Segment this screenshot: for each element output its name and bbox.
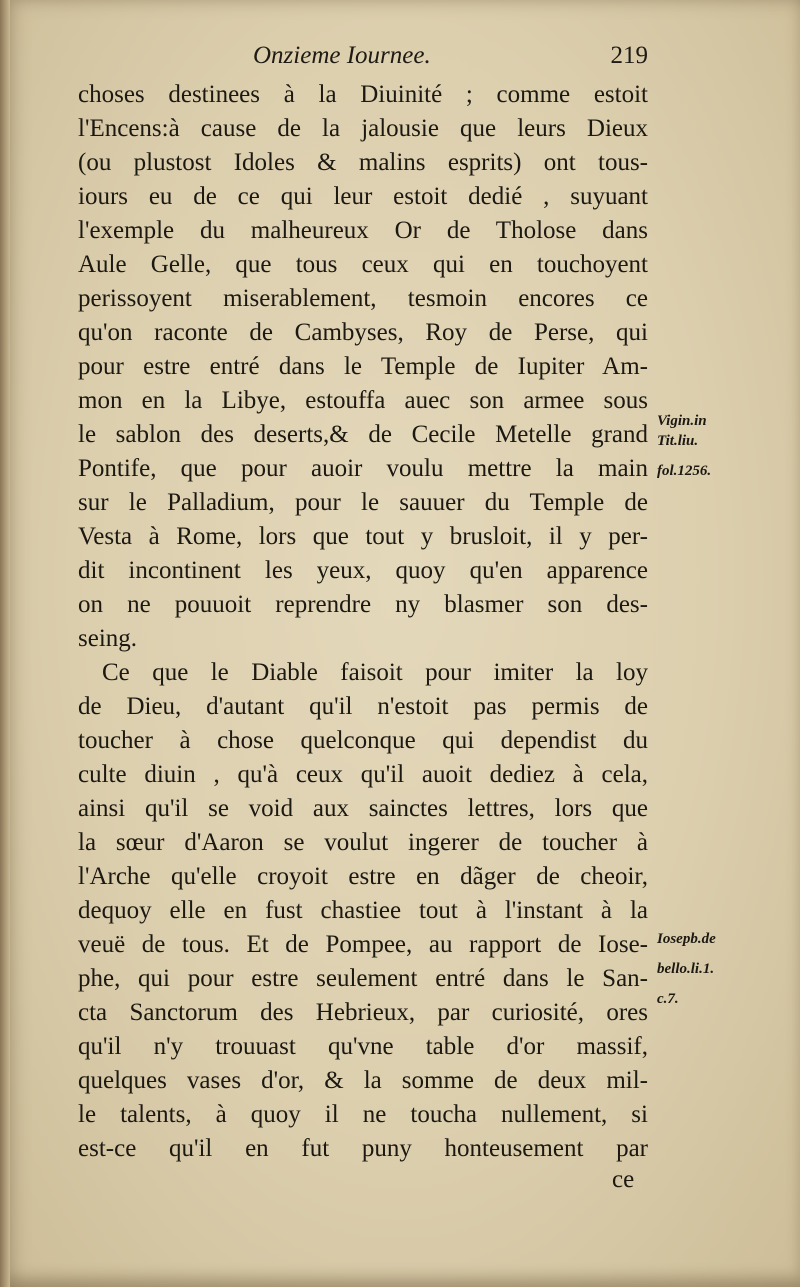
text-line: l'exemple du malheureux Or de Tholose dans bbox=[78, 217, 648, 244]
margin-note-line: Iosepb.de bbox=[657, 931, 716, 947]
text-line: Vesta à Rome, lors que tout y brusloit, il y per- bbox=[78, 523, 648, 550]
margin-note-line: bello.li.1. bbox=[657, 961, 715, 977]
text-line: choses destinees à la Diuinité ; comme estoit bbox=[78, 81, 648, 108]
text-line: ainsi qu'il se void aux sainctes lettres, lors que bbox=[78, 795, 648, 822]
text-line: qu'on raconte de Cambyses, Roy de Perse, qui bbox=[78, 319, 648, 346]
text-line: (ou plustost Idoles & malins esprits) ont tous- bbox=[78, 149, 648, 176]
margin-note-line: Tit.liu. bbox=[657, 433, 699, 449]
text-line: sur le Palladium, pour le sauuer du Temple de bbox=[78, 489, 648, 516]
text-line: dit incontinent les yeux, quoy qu'en apparence bbox=[78, 557, 648, 584]
text-line: phe, qui pour estre seulement entré dans le San- bbox=[78, 965, 648, 992]
text-line: la sœur d'Aaron se voulut ingerer de toucher à bbox=[78, 829, 648, 856]
text-line: le talents, à quoy il ne toucha nullement, si bbox=[78, 1101, 648, 1128]
text-line: l'Encens:à cause de la jalousie que leurs Dieux bbox=[78, 115, 648, 142]
catchword: ce bbox=[612, 1166, 635, 1193]
margin-note-line: fol.1256. bbox=[657, 463, 712, 479]
running-title: Onzieme Iournee. bbox=[253, 42, 431, 69]
page-header bbox=[78, 42, 648, 82]
paragraph-start-line: Ce que le Diable faisoit pour imiter la loy bbox=[102, 659, 648, 686]
text-line: pour estre entré dans le Temple de Iupiter Am- bbox=[78, 353, 648, 380]
page-gutter bbox=[0, 0, 10, 1287]
text-line: seing. bbox=[78, 625, 138, 652]
text-line: veuë de tous. Et de Pompee, au rapport de Iose- bbox=[78, 931, 648, 958]
text-line: perissoyent miserablement, tesmoin encores ce bbox=[78, 285, 648, 312]
text-line: est-ce qu'il en fut puny honteusement par bbox=[78, 1135, 648, 1162]
text-line: on ne pouuoit reprendre ny blasmer son des- bbox=[78, 591, 648, 618]
text-line: iours eu de ce qui leur estoit dedié , suyuant bbox=[78, 183, 648, 210]
text-line: le sablon des deserts,& de Cecile Metelle grand bbox=[78, 421, 648, 448]
text-line: l'Arche qu'elle croyoit estre en dãger de cheoir, bbox=[78, 863, 648, 890]
text-line: qu'il n'y trouuast qu'vne table d'or massif, bbox=[78, 1033, 648, 1060]
text-line: Aule Gelle, que tous ceux qui en touchoyent bbox=[78, 251, 648, 278]
text-line: de Dieu, d'autant qu'il n'estoit pas permis de bbox=[78, 693, 648, 720]
text-line: quelques vases d'or, & la somme de deux mil- bbox=[78, 1067, 648, 1094]
text-line: toucher à chose quelconque qui dependist du bbox=[78, 727, 648, 754]
text-line: Pontife, que pour auoir voulu mettre la main bbox=[78, 455, 648, 482]
text-line: mon en la Libye, estouffa auec son armee sous bbox=[78, 387, 648, 414]
margin-note-line: c.7. bbox=[657, 991, 679, 1007]
text-line: cta Sanctorum des Hebrieux, par curiosité, ores bbox=[78, 999, 648, 1026]
page-number: 219 bbox=[610, 42, 648, 69]
text-line: culte diuin , qu'à ceux qu'il auoit dediez à cela, bbox=[78, 761, 648, 788]
text-line: dequoy elle en fust chastiee tout à l'instant à la bbox=[78, 897, 648, 924]
margin-note-line: Vigin.in bbox=[657, 413, 707, 429]
